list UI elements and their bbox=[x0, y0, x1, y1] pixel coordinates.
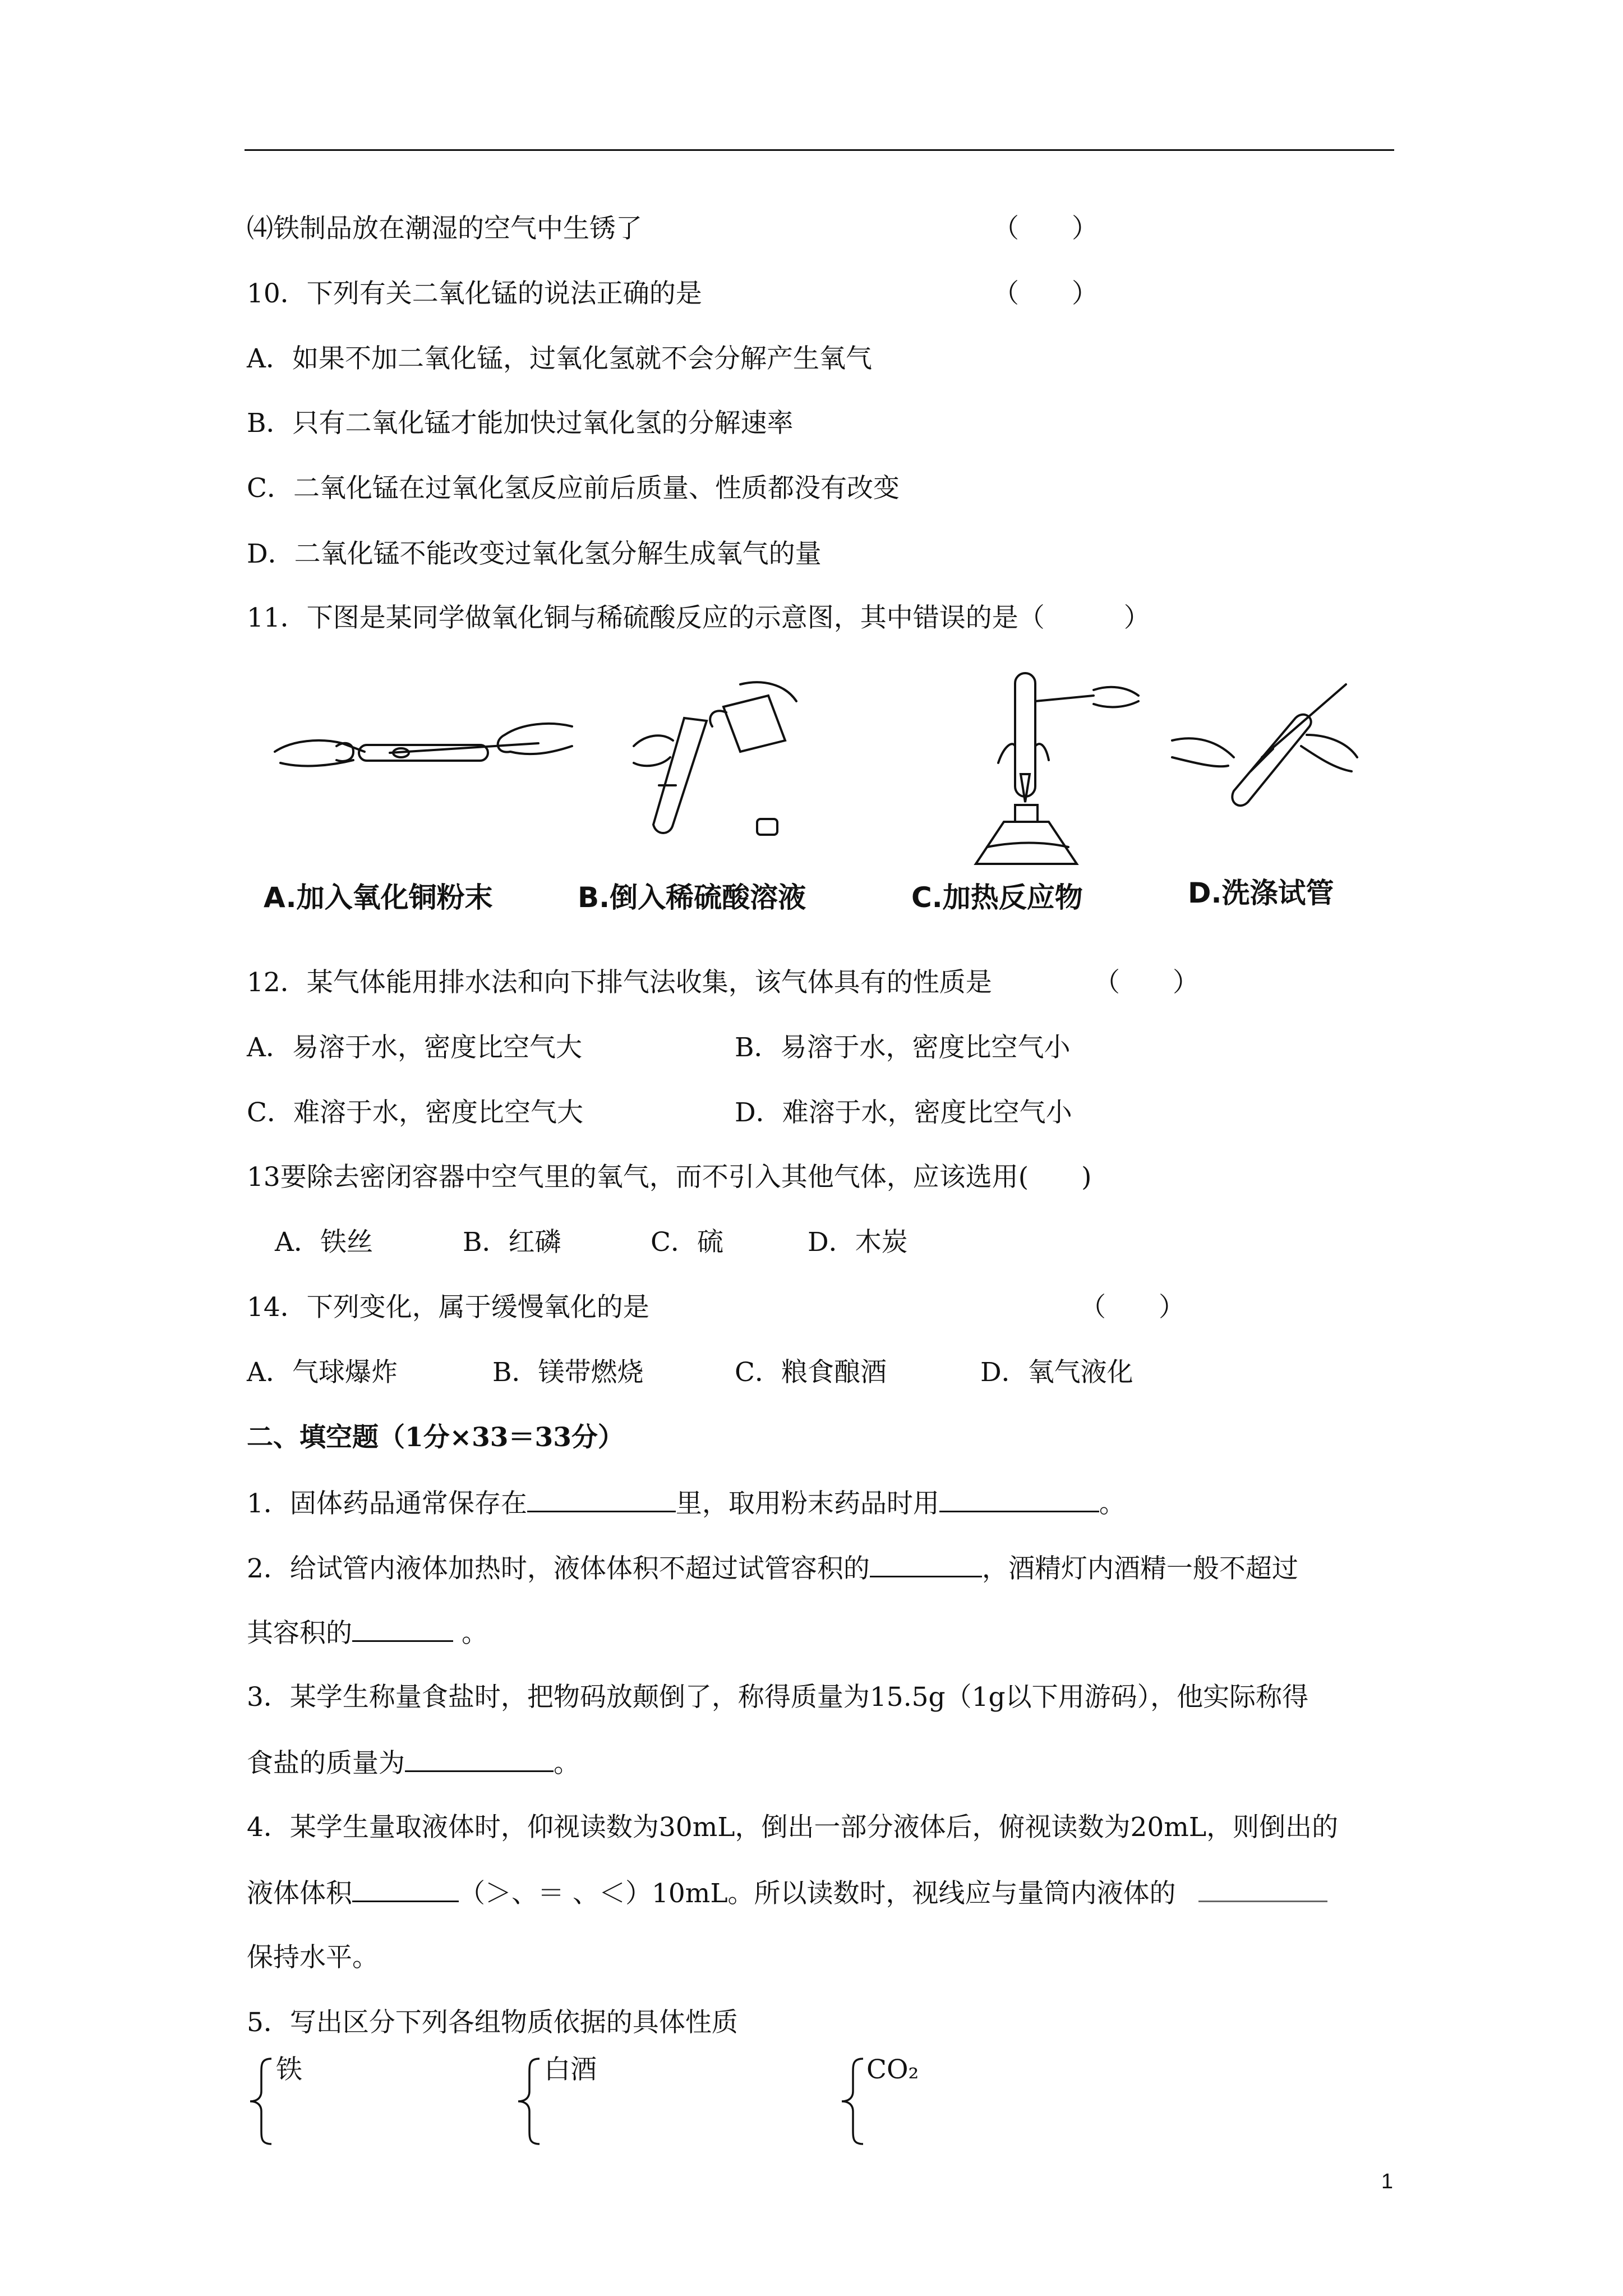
figure-a-caption: A.加入氧化铜粉末 bbox=[264, 881, 493, 914]
q12-option-b: B．易溶于水，密度比空气小 bbox=[735, 1032, 1071, 1063]
q12-stem: 12．某气体能用排水法和向下排气法收集，该气体具有的性质是 bbox=[247, 967, 992, 998]
figure-a-adding-powder bbox=[269, 668, 583, 825]
q10-option-b: B．只有二氧化锰才能加快过氧化氢的分解速率 bbox=[247, 408, 794, 439]
fill2-blank-1[interactable] bbox=[870, 1551, 982, 1577]
fill1-text-2: 里，取用粉末药品时用 bbox=[675, 1488, 939, 1519]
fill1-blank-2[interactable] bbox=[939, 1486, 1099, 1512]
fill2-text-2: ，酒精灯内酒精一般不超过 bbox=[981, 1553, 1298, 1584]
q10-option-a: A．如果不加二氧化锰，过氧化氢就不会分解产生氧气 bbox=[247, 343, 872, 374]
fill3-text-1: 食盐的质量为 bbox=[247, 1748, 405, 1779]
q14-option-c: C．粮食酿酒 bbox=[735, 1357, 887, 1388]
q10-stem: 10．下列有关二氧化锰的说法正确的是 bbox=[247, 278, 702, 309]
fill5-stem: 5．写出区分下列各组物质依据的具体性质 bbox=[247, 2007, 738, 2038]
fill1-line bbox=[247, 1486, 1126, 1521]
fill4-line2 bbox=[247, 1876, 1327, 1911]
q11-stem: 11．下图是某同学做氧化铜与稀硫酸反应的示意图，其中错误的是（ ） bbox=[247, 602, 1150, 633]
q10-option-c: C．二氧化锰在过氧化氢反应前后质量、性质都没有改变 bbox=[247, 473, 900, 504]
fill1-blank-1[interactable] bbox=[527, 1486, 676, 1512]
q10-option-d: D．二氧化锰不能改变过氧化氢分解生成氧气的量 bbox=[247, 539, 822, 569]
q12-option-a: A．易溶于水，密度比空气大 bbox=[247, 1032, 582, 1063]
fill1-text-1: 1．固体药品通常保存在 bbox=[247, 1488, 527, 1519]
fill4-text-1: 液体体积 bbox=[247, 1878, 352, 1909]
q13-stem: 13要除去密闭容器中空气里的氧气，而不引入其他气体，应该选用( ) bbox=[247, 1162, 1092, 1193]
fill2-text-3: 其容积的 bbox=[247, 1618, 352, 1649]
q14-option-b: B．镁带燃烧 bbox=[492, 1357, 644, 1388]
figure-d-washing-tube bbox=[1166, 673, 1368, 841]
figure-c-caption: C.加热反应物 bbox=[911, 881, 1083, 914]
fill4-line1: 4．某学生量取液体时，仰视读数为30mL，倒出一部分液体后，俯视读数为20mL，则倒出的 bbox=[247, 1812, 1339, 1843]
fill3-text-2: 。 bbox=[554, 1748, 580, 1779]
q12-option-d: D．难溶于水，密度比空气小 bbox=[735, 1097, 1072, 1128]
q9-item4-answer-paren[interactable]: （ ） bbox=[993, 213, 1098, 244]
fill5-brace-2 bbox=[515, 2056, 543, 2146]
figure-b-pouring-acid bbox=[628, 673, 819, 858]
fill4-blank-1[interactable] bbox=[352, 1876, 459, 1902]
fill2-line1 bbox=[247, 1551, 1298, 1586]
q14-stem: 14．下列变化，属于缓慢氧化的是 bbox=[247, 1292, 649, 1323]
q14-option-a: A．气球爆炸 bbox=[247, 1357, 398, 1388]
q9-item4: ⑷铁制品放在潮湿的空气中生锈了 bbox=[247, 213, 642, 244]
q13-option-b: B．红磷 bbox=[463, 1227, 561, 1258]
fill3-blank-1[interactable] bbox=[405, 1746, 554, 1772]
fill4-blank-2[interactable] bbox=[1198, 1876, 1327, 1902]
q13-option-c: C．硫 bbox=[651, 1227, 723, 1258]
fill5-group-iron: 铁 bbox=[276, 2054, 302, 2085]
fill5-brace-3 bbox=[838, 2056, 866, 2146]
fill3-line1: 3．某学生称量食盐时，把物码放颠倒了，称得质量为15.5g（1g以下用游码），他实际称得 bbox=[247, 1682, 1309, 1713]
q14-answer-paren[interactable]: （ ） bbox=[1080, 1292, 1185, 1323]
fill5-group-co2: CO₂ bbox=[866, 2054, 919, 2085]
q12-answer-paren[interactable]: （ ） bbox=[1094, 967, 1199, 998]
fill5-group-liquor: 白酒 bbox=[544, 2054, 597, 2085]
fill1-text-3: 。 bbox=[1099, 1488, 1126, 1519]
q12-option-c: C．难溶于水，密度比空气大 bbox=[247, 1097, 583, 1128]
fill4-text-2: （＞、＝ 、＜）10mL。所以读数时，视线应与量筒内液体的 bbox=[459, 1878, 1176, 1909]
figure-c-heating bbox=[965, 662, 1150, 886]
fill2-line2 bbox=[247, 1616, 488, 1650]
header-rule bbox=[245, 149, 1394, 151]
fill2-text-4: 。 bbox=[453, 1618, 488, 1649]
q10-answer-paren[interactable]: （ ） bbox=[993, 278, 1098, 309]
q14-option-d: D．氧气液化 bbox=[980, 1357, 1133, 1388]
fill5-brace-1 bbox=[247, 2056, 275, 2146]
fill4-line3: 保持水平。 bbox=[247, 1942, 379, 1973]
fill3-line2 bbox=[247, 1746, 580, 1780]
q13-option-d: D．木炭 bbox=[808, 1227, 908, 1258]
q13-option-a: A．铁丝 bbox=[275, 1227, 373, 1258]
fill2-blank-2[interactable] bbox=[352, 1616, 453, 1642]
fill2-text-1: 2．给试管内液体加热时，液体体积不超过试管容积的 bbox=[247, 1553, 870, 1584]
section2-title: 二、填空题（1分×33＝33分） bbox=[247, 1422, 624, 1453]
figure-b-caption: B.倒入稀硫酸溶液 bbox=[578, 881, 806, 914]
figure-d-caption: D.洗涤试管 bbox=[1188, 877, 1334, 909]
page-number: 1 bbox=[1381, 2170, 1393, 2193]
